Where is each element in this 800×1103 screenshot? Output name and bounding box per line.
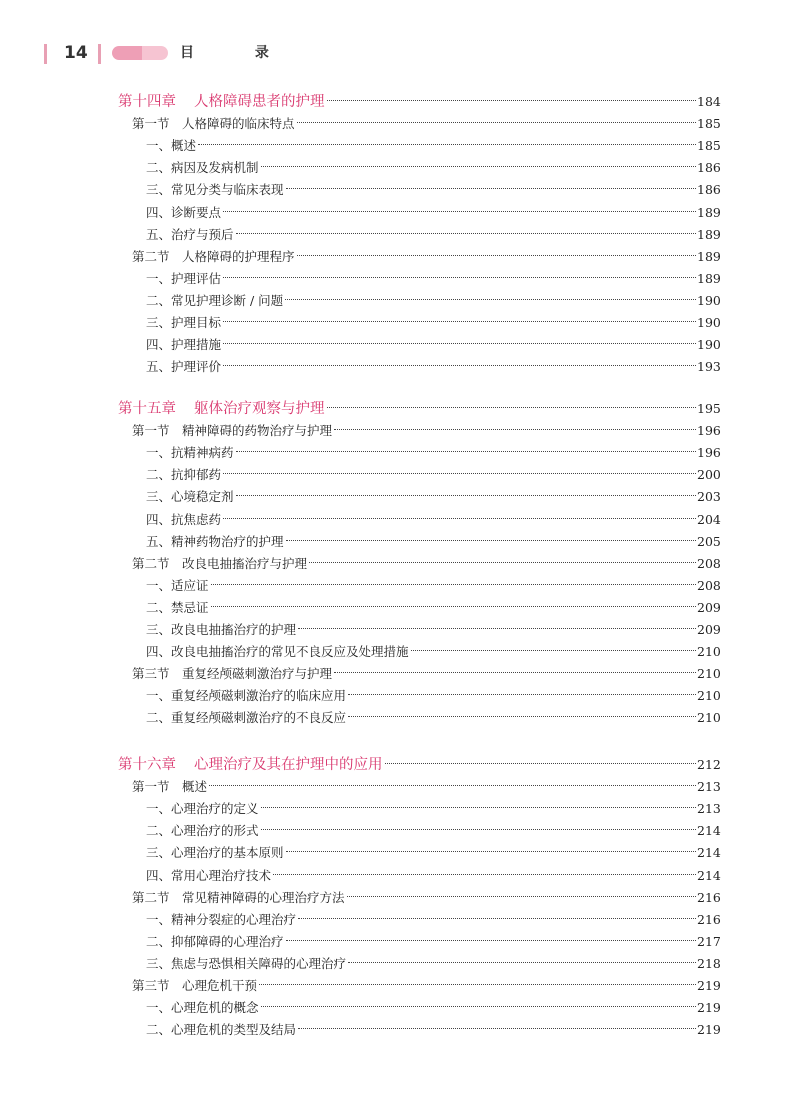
toc-item[interactable] xyxy=(0,842,800,864)
toc-entry-title: 三、心理治疗的基本原则 xyxy=(146,845,284,861)
toc-entry-title: 第三节 心理危机干预 xyxy=(132,978,258,993)
toc-entry-title: 五、护理评价 xyxy=(146,359,222,375)
chapter-label: 第十五章 xyxy=(118,401,176,417)
toc-page-number: 190 xyxy=(697,292,721,308)
toc-entry-title: 一、护理评估 xyxy=(146,270,222,286)
toc-page-number: 212 xyxy=(697,757,721,772)
toc-item[interactable] xyxy=(0,820,800,842)
toc-item[interactable] xyxy=(0,619,800,641)
toc-page-number: 210 xyxy=(697,666,721,682)
toc-page-number: 190 xyxy=(697,337,721,353)
toc-item[interactable] xyxy=(0,290,800,312)
leader-dots xyxy=(411,650,696,651)
toc-section[interactable] xyxy=(0,776,800,798)
toc-page-number: 205 xyxy=(697,533,721,549)
toc-entry-title: 一、心理危机的概念 xyxy=(146,1000,259,1016)
toc-entry-title: 二、心理危机的类型及结局 xyxy=(146,1022,297,1038)
leader-dots xyxy=(261,166,696,167)
toc-item[interactable] xyxy=(0,997,800,1019)
toc-page-number: 219 xyxy=(697,978,721,993)
leader-dots xyxy=(327,100,697,101)
toc-page-number: 214 xyxy=(697,867,721,883)
leader-dots xyxy=(209,785,696,786)
toc-entry-title: 第二节 常见精神障碍的心理治疗方法 xyxy=(132,889,345,905)
toc-item[interactable] xyxy=(0,1019,800,1041)
leader-dots xyxy=(223,518,696,519)
toc-entry-title: 二、抗抑郁药 xyxy=(146,467,222,483)
toc-entry-title: 三、改良电抽搐治疗的护理 xyxy=(146,622,297,637)
leader-dots xyxy=(223,211,696,212)
leader-dots xyxy=(211,606,696,607)
toc-item[interactable] xyxy=(0,597,800,619)
leader-dots xyxy=(297,122,696,123)
toc-page-number: 195 xyxy=(697,401,721,416)
toc-entry-title: 第三节 重复经颅磁刺激治疗与护理 xyxy=(132,666,333,682)
toc-entry-title: 二、病因及发病机制 xyxy=(146,160,259,176)
leader-dots xyxy=(298,918,696,919)
toc-item[interactable] xyxy=(0,268,800,290)
toc-page-number: 186 xyxy=(697,160,721,176)
page-number: 14 xyxy=(64,43,88,63)
toc-entry-title: 二、抑郁障碍的心理治疗 xyxy=(146,933,284,949)
toc-page-number: 193 xyxy=(697,359,721,375)
toc-page-number: 196 xyxy=(697,423,721,439)
toc-item[interactable] xyxy=(0,909,800,931)
toc-item[interactable] xyxy=(0,953,800,975)
leader-dots xyxy=(348,962,696,963)
chapter-title: 躯体治疗观察与护理 xyxy=(194,401,325,417)
toc-section[interactable] xyxy=(0,246,800,268)
toc-item[interactable] xyxy=(0,442,800,464)
toc-page-number: 217 xyxy=(697,933,721,949)
leader-dots xyxy=(348,694,696,695)
leader-dots xyxy=(309,562,696,563)
leader-dots xyxy=(297,255,696,256)
toc-entry-title: 一、抗精神病药 xyxy=(146,445,234,461)
toc-entry-title: 一、心理治疗的定义 xyxy=(146,801,259,817)
toc-item[interactable] xyxy=(0,575,800,597)
toc-section[interactable] xyxy=(0,420,800,442)
toc-page-number: 210 xyxy=(697,688,721,704)
toc-page-number: 185 xyxy=(697,116,721,132)
chapter-title: 人格障碍患者的护理 xyxy=(194,94,325,110)
toc-entry-title: 一、精神分裂症的心理治疗 xyxy=(146,911,297,927)
toc-entry-title xyxy=(118,754,383,776)
toc-item[interactable] xyxy=(0,531,800,553)
toc-page-number: 219 xyxy=(697,1022,721,1038)
leader-dots xyxy=(286,940,696,941)
toc-section[interactable] xyxy=(0,975,800,997)
chapter-label: 第十四章 xyxy=(118,94,176,110)
toc-page-number: 186 xyxy=(697,182,721,198)
toc-entry-title: 二、常见护理诊断 / 问题 xyxy=(146,292,284,308)
leader-dots xyxy=(211,584,696,585)
toc-page-number: 196 xyxy=(697,445,721,461)
toc-item[interactable] xyxy=(0,685,800,707)
toc-item[interactable] xyxy=(0,798,800,820)
toc-entry-title xyxy=(118,91,325,113)
toc-item[interactable] xyxy=(0,157,800,179)
toc-page-number: 189 xyxy=(697,248,721,264)
toc-entry-title: 第一节 概述 xyxy=(132,779,208,795)
toc-page-number: 190 xyxy=(697,315,721,330)
leader-dots xyxy=(385,763,697,764)
leader-dots xyxy=(286,188,696,189)
toc-entry-title: 四、改良电抽搐治疗的常见不良反应及处理措施 xyxy=(146,644,409,660)
toc-entry-title: 四、护理措施 xyxy=(146,337,222,353)
leader-dots xyxy=(223,321,696,322)
toc-page-number: 209 xyxy=(697,599,721,615)
leader-dots xyxy=(223,365,696,366)
toc-entry-title xyxy=(118,398,325,420)
toc-section[interactable] xyxy=(0,113,800,135)
toc-page-number: 219 xyxy=(697,1000,721,1016)
leader-dots xyxy=(285,299,696,300)
toc-page-number: 210 xyxy=(697,710,721,726)
toc-item[interactable] xyxy=(0,179,800,201)
toc-entry-title: 第一节 精神障碍的药物治疗与护理 xyxy=(132,423,333,439)
toc-page-number: 185 xyxy=(697,138,721,154)
leader-dots xyxy=(286,851,696,852)
toc-page-number: 189 xyxy=(697,226,721,242)
leader-dots xyxy=(348,716,696,717)
toc-page-number: 216 xyxy=(697,911,721,927)
toc-entry-title: 三、常见分类与临床表现 xyxy=(146,182,284,198)
leader-dots xyxy=(236,233,696,234)
toc-page-number: 210 xyxy=(697,644,721,660)
leader-dots xyxy=(261,1006,696,1007)
leader-dots xyxy=(236,495,696,496)
toc-entry-title: 四、抗焦虑药 xyxy=(146,511,222,527)
toc-page-number: 209 xyxy=(697,622,721,637)
toc-page-number: 204 xyxy=(697,511,721,527)
toc-entry-title: 二、心理治疗的形式 xyxy=(146,823,259,839)
toc-item[interactable] xyxy=(0,312,800,334)
toc-page-number: 189 xyxy=(697,204,721,220)
toc-entry-title: 四、常用心理治疗技术 xyxy=(146,867,272,883)
leader-dots xyxy=(347,896,696,897)
toc-entry-title: 一、概述 xyxy=(146,138,197,154)
header-title: 目 录 xyxy=(180,45,297,61)
toc-entry-title: 一、重复经颅磁刺激治疗的临床应用 xyxy=(146,688,347,704)
toc-page-number: 214 xyxy=(697,823,721,839)
toc-chapter[interactable] xyxy=(0,754,800,776)
toc-entry-title: 第二节 改良电抽搐治疗与护理 xyxy=(132,555,308,571)
toc-entry-title: 三、焦虑与恐惧相关障碍的心理治疗 xyxy=(146,955,347,971)
leader-dots xyxy=(223,473,696,474)
toc-entry-title: 一、适应证 xyxy=(146,577,209,593)
toc-chapter[interactable] xyxy=(0,91,800,113)
leader-dots xyxy=(223,277,696,278)
leader-dots xyxy=(236,451,696,452)
leader-dots xyxy=(198,144,696,145)
toc-page-number: 200 xyxy=(697,467,721,483)
toc-section[interactable] xyxy=(0,887,800,909)
leader-dots xyxy=(298,1028,696,1029)
leader-dots xyxy=(259,984,696,985)
leader-dots xyxy=(223,343,696,344)
toc-item[interactable] xyxy=(0,224,800,246)
toc-page-number: 213 xyxy=(697,801,721,817)
toc-item[interactable] xyxy=(0,135,800,157)
toc-entry-title: 三、护理目标 xyxy=(146,315,222,330)
toc-entry-title: 三、心境稳定剂 xyxy=(146,489,234,505)
leader-dots xyxy=(286,540,696,541)
toc-page-number: 189 xyxy=(697,270,721,286)
leader-dots xyxy=(327,407,697,408)
toc-item[interactable] xyxy=(0,486,800,508)
toc-entry-title: 二、禁忌证 xyxy=(146,599,209,615)
leader-dots xyxy=(273,874,696,875)
toc-page-number: 208 xyxy=(697,577,721,593)
toc-page-number: 216 xyxy=(697,889,721,905)
toc-page-number: 214 xyxy=(697,845,721,861)
leader-dots xyxy=(334,429,696,430)
leader-dots xyxy=(298,628,696,629)
toc-entry-title: 四、诊断要点 xyxy=(146,204,222,220)
toc-entry-title: 五、治疗与预后 xyxy=(146,226,234,242)
toc-item[interactable] xyxy=(0,641,800,663)
toc-chapter[interactable] xyxy=(0,398,800,420)
toc-page-number: 208 xyxy=(697,555,721,571)
toc-item[interactable] xyxy=(0,334,800,356)
toc-section[interactable] xyxy=(0,663,800,685)
toc-item[interactable] xyxy=(0,509,800,531)
chapter-title: 心理治疗及其在护理中的应用 xyxy=(194,757,383,773)
toc-page-number: 184 xyxy=(697,94,721,109)
toc-entry-title: 二、重复经颅磁刺激治疗的不良反应 xyxy=(146,710,347,726)
toc-page-number: 213 xyxy=(697,779,721,795)
toc-page-number: 218 xyxy=(697,955,721,971)
toc-item[interactable] xyxy=(0,931,800,953)
leader-dots xyxy=(334,672,696,673)
toc-page-number: 203 xyxy=(697,489,721,505)
leader-dots xyxy=(261,829,696,830)
toc-item[interactable] xyxy=(0,464,800,486)
toc-entry-title: 五、精神药物治疗的护理 xyxy=(146,533,284,549)
leader-dots xyxy=(261,807,696,808)
chapter-label: 第十六章 xyxy=(118,757,176,773)
toc-entry-title: 第一节 人格障碍的临床特点 xyxy=(132,116,295,132)
toc-section[interactable] xyxy=(0,553,800,575)
toc-entry-title: 第二节 人格障碍的护理程序 xyxy=(132,248,295,264)
toc-item[interactable] xyxy=(0,202,800,224)
toc-item[interactable] xyxy=(0,707,800,729)
toc-item[interactable] xyxy=(0,865,800,887)
toc-item[interactable] xyxy=(0,356,800,378)
